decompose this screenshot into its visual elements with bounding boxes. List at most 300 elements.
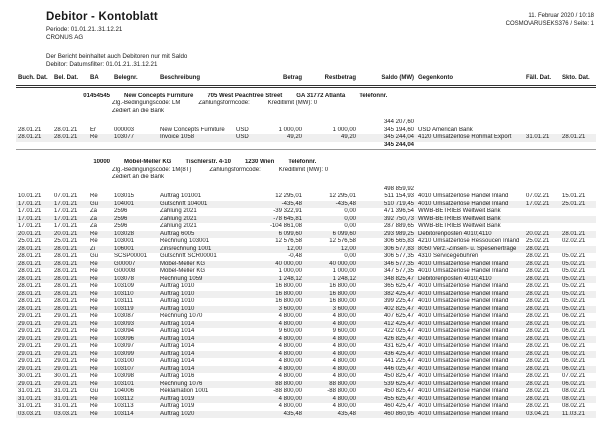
cell-buch-dat: 31.01.21 <box>16 396 52 404</box>
cell-belegnr <box>112 142 158 150</box>
cell-ba: Gu <box>90 388 99 394</box>
cell-ba: Re <box>90 238 98 244</box>
print-datetime: 11. Februar 2020 / 10:18 <box>528 13 594 19</box>
cell-beschreibung <box>158 186 234 194</box>
cell-beschreibung: Zahlung 2021 <box>158 216 234 224</box>
cell-skto-dat: 28.01.21 <box>560 231 596 239</box>
cell-buch-dat: 28.01.21 <box>18 253 42 259</box>
cell-saldo: 402 825,47 <box>358 306 416 314</box>
cell-saldo: 345 244,04 <box>358 134 416 142</box>
cell-betrag: 4 800,00 <box>278 343 302 349</box>
ledger-row <box>16 208 596 216</box>
cell-buch-dat: 17.01.21 <box>16 201 52 209</box>
cell-beschreibung: Reklamation 1001 <box>160 388 209 394</box>
cell-ba: Re <box>88 366 112 374</box>
cell-skto-dat: 06.02.21 <box>562 358 586 364</box>
cell-faell-dat: 28.02.21 <box>524 291 560 299</box>
cell-betrag: -78 645,81 <box>256 216 304 224</box>
cell-restbetrag: 12 576,58 <box>329 238 356 244</box>
cell-saldo: 511 154,93 <box>384 193 414 199</box>
cell-gegenkonto: 4010 Umsatzerlöse Handel Inland <box>418 373 509 379</box>
opening-balance: 498 859,92 <box>383 185 414 192</box>
cell-ba: Re <box>88 134 112 142</box>
cell-skto-dat: 08.02.21 <box>562 403 586 409</box>
cell-gegenkonto <box>416 119 524 127</box>
cell-belegnr: 103094 <box>114 328 135 334</box>
cell-skto-dat: 05.02.21 <box>562 283 586 289</box>
cell-faell-dat: 07.02.21 <box>526 193 550 199</box>
customer-header-cell <box>16 93 596 101</box>
cell-skto-dat: 06.02.21 <box>562 313 586 319</box>
cell-bel-dat: 28.01.21 <box>54 283 78 289</box>
cell-ba: Re <box>88 291 112 299</box>
cell-restbetrag <box>304 186 358 194</box>
cell-restbetrag: 3 600,00 <box>304 306 358 314</box>
cell-faell-dat: 28.02.21 <box>526 328 550 334</box>
cell-currency <box>234 343 256 351</box>
cell-betrag: 40 000,00 <box>256 261 304 269</box>
cell-betrag: -104 861,08 <box>269 223 302 229</box>
cell-saldo: 422 025,47 <box>383 328 414 334</box>
cell-belegnr: 104006 <box>114 388 135 394</box>
ledger-row <box>16 336 596 344</box>
cell-belegnr: 103101 <box>112 381 158 389</box>
cell-beschreibung: Auftrag 1016 <box>160 373 195 379</box>
cell-saldo: 306 577,83 <box>358 246 416 254</box>
cell-skto-dat <box>560 127 596 135</box>
cell-restbetrag: 4 800,00 <box>304 366 358 374</box>
cell-skto-dat: 06.02.21 <box>560 336 596 344</box>
cell-restbetrag: 0,00 <box>344 223 356 229</box>
cell-gegenkonto: 4010 Umsatzerlöse Handel Inland <box>416 261 524 269</box>
cell-saldo: 399 225,47 <box>383 298 414 304</box>
cell-gegenkonto: 4010 Umsatzerlöse Handel Inland <box>418 388 509 394</box>
customer-phone-label: Telefonnr. <box>359 92 388 99</box>
cell-beschreibung: Rechnung 103001 <box>160 238 210 244</box>
cell-bel-dat: 20.01.21 <box>52 231 88 239</box>
cell-beschreibung: Zahlung 2021 <box>160 223 197 229</box>
cell-saldo: 345 194,60 <box>383 126 414 133</box>
credit-limit: Kreditlimit (MW): 0 <box>267 100 318 106</box>
cell-skto-dat: 06.02.21 <box>562 343 586 349</box>
cell-saldo: 293 989,25 <box>358 231 416 239</box>
ledger-row <box>16 283 596 291</box>
cell-faell-dat: 28.02.21 <box>524 381 560 389</box>
cell-saldo: 365 625,47 <box>383 283 414 289</box>
cell-faell-dat <box>524 216 560 224</box>
ledger-row <box>16 381 596 389</box>
cell-buch-dat <box>16 186 52 194</box>
cell-belegnr: 000003 <box>114 126 135 133</box>
cell-ba: Re <box>88 276 112 284</box>
cell-buch-dat: 10.01.21 <box>18 193 42 199</box>
cell-betrag: 4 800,00 <box>278 358 302 364</box>
customer-terms-row <box>16 100 596 108</box>
cell-faell-dat: 28.02.21 <box>526 343 550 349</box>
cell-betrag: 4 800,00 <box>256 351 304 359</box>
cell-belegnr: 103096 <box>112 336 158 344</box>
cell-betrag: 4 800,00 <box>256 321 304 329</box>
cell-faell-dat <box>524 208 560 216</box>
cell-restbetrag: 12 295,01 <box>329 193 356 199</box>
cell-belegnr <box>112 186 158 194</box>
cell-restbetrag: 4 800,00 <box>332 358 356 364</box>
cell-saldo: 407 625,47 <box>383 313 414 319</box>
cell-saldo: 306 577,35 <box>383 253 414 259</box>
cell-bel-dat: 17.01.21 <box>52 201 88 209</box>
cell-gegenkonto: 4010 Umsatzerlöse Handel Inland <box>416 321 524 329</box>
customer-no: 10000 <box>93 159 110 165</box>
cell-betrag: 12 576,58 <box>275 238 302 244</box>
cell-beschreibung: Auftrag 1014 <box>158 366 234 374</box>
column-header-ba: BA <box>88 74 112 86</box>
cell-beschreibung: Auftrag 1020 <box>158 411 234 419</box>
cell-buch-dat: 28.01.21 <box>16 276 52 284</box>
cell-buch-dat: 28.01.21 <box>18 268 42 274</box>
cell-faell-dat: 28.02.21 <box>524 396 560 404</box>
company-name: CRONUS AG <box>46 34 84 41</box>
cell-beschreibung: Möbel-Meller KG <box>160 268 206 274</box>
cell-skto-dat: 06.02.21 <box>560 351 596 359</box>
cell-beschreibung: Auftrag 1014 <box>158 321 234 329</box>
cell-betrag: 1 000,00 <box>278 126 302 133</box>
cell-saldo: 287 889,65 <box>383 223 414 229</box>
cell-skto-dat: 05.02.21 <box>560 276 596 284</box>
cell-skto-dat: 28.01.21 <box>560 134 596 142</box>
cell-restbetrag: 4 800,00 <box>332 313 356 319</box>
cell-restbetrag: 16 800,00 <box>329 283 356 289</box>
customer-terms-cell <box>16 167 596 175</box>
cell-betrag: 16 800,00 <box>256 291 304 299</box>
cell-restbetrag: 88 800,00 <box>304 381 358 389</box>
ledger-row <box>16 306 596 314</box>
cell-gegenkonto: 4010 Umsatzerlöse Handel Inland <box>416 366 524 374</box>
ledger-row <box>16 216 596 224</box>
cell-betrag: 4 800,00 <box>278 373 302 379</box>
cell-currency <box>234 193 256 201</box>
customer-address: Tischlerstr. 4-10 <box>185 159 231 165</box>
cell-restbetrag: -435,48 <box>304 201 358 209</box>
cell-restbetrag: 1 000,00 <box>332 126 356 133</box>
cell-skto-dat <box>560 246 596 254</box>
cell-buch-dat: 28.01.21 <box>18 298 42 304</box>
cell-belegnr: 103093 <box>112 321 158 329</box>
cell-gegenkonto: 4010 Umsatzerlöse Handel Inland <box>418 403 509 409</box>
cell-ba: Gu <box>88 201 112 209</box>
cell-skto-dat: 05.02.21 <box>560 291 596 299</box>
ledger-row <box>16 403 596 411</box>
column-header-buch-dat: Buch. Dat. <box>16 74 52 86</box>
cell-restbetrag: 4 800,00 <box>332 373 356 379</box>
cell-beschreibung: Auftrag 1014 <box>160 343 195 349</box>
cell-bel-dat: 17.01.21 <box>52 216 88 224</box>
cell-faell-dat: 28.02.21 <box>524 276 560 284</box>
cell-skto-dat: 06.02.21 <box>560 321 596 329</box>
cell-currency <box>234 238 256 246</box>
cell-saldo: 412 425,47 <box>358 321 416 329</box>
cell-beschreibung: Auftrag 1010 <box>158 306 234 314</box>
cell-bel-dat <box>52 186 88 194</box>
cell-faell-dat: 20.02.21 <box>524 231 560 239</box>
cell-beschreibung: Auftrag 1010 <box>158 291 234 299</box>
cell-gegenkonto: USD American Bank <box>418 126 473 133</box>
cell-currency <box>234 403 256 411</box>
cell-buch-dat: 28.01.21 <box>18 283 42 289</box>
cession-note: Zediert an die Bank <box>112 174 165 180</box>
cell-restbetrag: 9 600,00 <box>332 328 356 334</box>
cell-currency <box>234 351 256 359</box>
cell-restbetrag: 435,48 <box>304 411 358 419</box>
cell-gegenkonto: 4010 Umsatzerlöse Handel Inland <box>418 268 509 274</box>
cell-skto-dat: 02.02.21 <box>562 238 586 244</box>
cell-buch-dat: 28.01.21 <box>16 134 52 142</box>
cell-belegnr: 103100 <box>114 358 135 364</box>
cell-restbetrag: -88 800,00 <box>327 388 356 394</box>
ledger-row <box>16 343 596 351</box>
cell-currency <box>234 298 256 306</box>
column-header-beschreibung: Beschreibung <box>158 74 234 86</box>
cell-bel-dat <box>52 119 88 127</box>
cell-buch-dat: 29.01.21 <box>18 328 42 334</box>
cell-buch-dat: 29.01.21 <box>18 343 42 349</box>
cell-ba: Re <box>90 373 98 379</box>
cell-bel-dat: 31.01.21 <box>54 403 78 409</box>
column-header-skto-dat: Skto. Dat. <box>560 74 596 86</box>
cell-ba: Re <box>90 298 98 304</box>
column-header-gegenkonto: Gegenkonto <box>416 74 524 86</box>
cell-restbetrag: 4 800,00 <box>304 336 358 344</box>
cell-ba: Er <box>90 126 96 133</box>
cell-betrag: 1 000,00 <box>278 268 302 274</box>
cell-currency <box>234 373 256 381</box>
cell-restbetrag: 16 800,00 <box>329 298 356 304</box>
cell-belegnr <box>112 119 158 127</box>
cell-ba: Re <box>88 411 112 419</box>
cell-buch-dat: 29.01.21 <box>18 313 42 319</box>
ledger-row <box>16 313 596 321</box>
cell-betrag: 88 800,00 <box>256 381 304 389</box>
cell-beschreibung: Auftrag 1010 <box>160 298 195 304</box>
cell-ba: Za <box>90 208 98 214</box>
ledger-row <box>16 328 596 336</box>
cell-currency <box>234 306 256 314</box>
cell-faell-dat <box>524 119 560 127</box>
ledger-row <box>16 291 596 299</box>
cell-buch-dat: 29.01.21 <box>16 321 52 329</box>
ledger-row <box>16 261 596 269</box>
cell-faell-dat: 28.02.21 <box>524 246 560 254</box>
cell-saldo: 450 825,47 <box>383 373 414 379</box>
cell-saldo: 431 625,47 <box>383 343 414 349</box>
cell-faell-dat <box>524 142 560 150</box>
cell-gegenkonto: Debitorenposten 4010;4110 <box>416 276 524 284</box>
cell-currency <box>234 336 256 344</box>
cell-faell-dat: 28.02.21 <box>526 403 550 409</box>
cell-beschreibung: Gutschrift 104001 <box>158 201 234 209</box>
cell-beschreibung: Möbel-Meller KG <box>158 261 234 269</box>
cell-faell-dat: 03.04.21 <box>524 411 560 419</box>
cell-skto-dat: 05.02.21 <box>560 261 596 269</box>
cell-betrag: -0,48 <box>288 253 302 259</box>
cell-buch-dat: 28.01.21 <box>16 261 52 269</box>
cell-faell-dat: 28.02.21 <box>524 306 560 314</box>
cell-gegenkonto: 4010 Umsatzerlöse Handel Inland <box>416 306 524 314</box>
payment-method-code: Zahlungsformcode: <box>198 100 250 106</box>
cell-currency <box>234 246 256 254</box>
cell-skto-dat: 05.02.21 <box>560 306 596 314</box>
cell-betrag: 1 248,12 <box>256 276 304 284</box>
cell-skto-dat: 06.02.21 <box>560 366 596 374</box>
cell-currency <box>234 321 256 329</box>
cell-belegnr: 103111 <box>114 298 134 304</box>
cell-ba: Re <box>88 336 112 344</box>
cell-ba: Re <box>90 268 98 274</box>
cell-faell-dat: 25.02.21 <box>526 238 550 244</box>
cell-restbetrag: 0,00 <box>344 253 356 259</box>
cell-currency <box>234 223 256 231</box>
column-header-bel-dat: Bel. Dat. <box>52 74 88 86</box>
cell-saldo: 539 625,47 <box>358 381 416 389</box>
cell-ba: Re <box>90 283 98 289</box>
ledger-row <box>16 268 596 276</box>
cell-betrag: 9 600,00 <box>278 328 302 334</box>
cell-betrag: 435,48 <box>256 411 304 419</box>
table-header-row <box>16 74 596 86</box>
cell-ba: Re <box>88 306 112 314</box>
cell-bel-dat: 29.01.21 <box>54 358 78 364</box>
cell-restbetrag: 0,00 <box>304 216 358 224</box>
customer-phone-label: Telefonnr. <box>288 159 317 165</box>
cell-saldo: 460 425,47 <box>383 403 414 409</box>
cell-saldo: 460 860,95 <box>358 411 416 419</box>
ledger-row <box>16 201 596 209</box>
cell-belegnr: 2596 <box>114 208 128 214</box>
cell-buch-dat: 17.01.21 <box>18 208 42 214</box>
column-header-currency <box>234 74 256 86</box>
ledger-table <box>16 74 596 418</box>
cell-saldo: 347 577,35 <box>383 268 414 274</box>
cell-bel-dat: 29.01.21 <box>54 328 78 334</box>
cell-bel-dat: 29.01.21 <box>52 381 88 389</box>
period-label: Periode: 01.01.21..31.12.21 <box>46 26 123 33</box>
cell-saldo: 348 825,47 <box>358 276 416 284</box>
print-host-page: COSMO\ARUSEKS376 / Seite: 1 <box>505 21 594 27</box>
cell-saldo: 426 825,47 <box>358 336 416 344</box>
cell-beschreibung: Auftrag 1019 <box>160 403 195 409</box>
cell-faell-dat: 28.02.21 <box>526 358 550 364</box>
cell-beschreibung: Gutschrift SCR00001 <box>160 253 217 259</box>
cell-ba: Re <box>90 403 98 409</box>
cell-betrag: 4 800,00 <box>256 336 304 344</box>
cell-gegenkonto: 4010 Umsatzerlöse Handel Inland <box>418 193 509 199</box>
cell-belegnr: 103097 <box>114 343 135 349</box>
cell-buch-dat: 28.01.21 <box>16 291 52 299</box>
cell-faell-dat: 28.02.21 <box>524 261 560 269</box>
cell-belegnr: 2596 <box>114 223 128 229</box>
cell-gegenkonto: 4010 Umsatzerlöse Handel Inland <box>418 298 509 304</box>
cell-restbetrag: 12,00 <box>304 246 358 254</box>
ledger-row <box>16 411 596 419</box>
cell-betrag: 4 800,00 <box>278 313 302 319</box>
cell-gegenkonto: 4010 Umsatzerlöse Handel Inland <box>416 381 524 389</box>
cell-saldo: 510 719,45 <box>358 201 416 209</box>
cell-currency: USD <box>236 126 249 133</box>
cell-belegnr: SCSP00001 <box>114 253 148 259</box>
cell-belegnr: 103098 <box>114 373 135 379</box>
cell-buch-dat: 31.01.21 <box>18 388 42 394</box>
customer-cession-cell <box>16 174 596 182</box>
payment-terms-code: Zlg.-Bedingungscode: LM <box>112 100 181 106</box>
cell-faell-dat <box>524 223 560 231</box>
cell-ba: Re <box>90 343 98 349</box>
cell-bel-dat: 07.01.21 <box>54 193 78 199</box>
cell-betrag: 16 800,00 <box>275 298 302 304</box>
ledger-row <box>16 276 596 284</box>
cell-bel-dat: 29.01.21 <box>54 313 78 319</box>
cell-belegnr: 103015 <box>114 193 135 199</box>
customer-city: 1230 Wien <box>244 159 275 165</box>
cell-ba <box>88 186 112 194</box>
cell-restbetrag: 40 000,00 <box>304 261 358 269</box>
cell-bel-dat: 28.01.21 <box>52 276 88 284</box>
cell-bel-dat: 28.01.21 <box>54 126 78 133</box>
cell-betrag: 4 800,00 <box>278 403 302 409</box>
ledger-row <box>16 246 596 254</box>
customer-city: GA 31772 Atlanta <box>296 92 346 99</box>
payment-terms-code: Zlg.-Bedingungscode: 1M(8T) <box>112 166 192 173</box>
cell-bel-dat: 28.01.21 <box>52 134 88 142</box>
cell-restbetrag: 6 099,60 <box>304 231 358 239</box>
cell-restbetrag: 1 248,12 <box>304 276 358 284</box>
cell-bel-dat: 28.01.21 <box>52 306 88 314</box>
cell-restbetrag: 4 800,00 <box>332 343 356 349</box>
cell-restbetrag <box>304 119 358 127</box>
cell-faell-dat: 28.02.21 <box>526 283 550 289</box>
ledger-row <box>16 193 596 201</box>
cell-restbetrag: 16 800,00 <box>304 291 358 299</box>
cell-skto-dat: 07.02.21 <box>562 373 586 379</box>
cell-bel-dat: 28.01.21 <box>52 291 88 299</box>
cell-currency <box>234 268 256 276</box>
cell-skto-dat <box>560 223 596 231</box>
cell-saldo: 382 425,47 <box>358 291 416 299</box>
cell-ba: Re <box>88 396 112 404</box>
ledger-row <box>16 388 596 396</box>
opening-balance-row <box>16 119 596 127</box>
cell-saldo: 446 025,47 <box>358 366 416 374</box>
cell-faell-dat: 28.02.21 <box>526 373 550 379</box>
cell-skto-dat: 25.01.21 <box>560 201 596 209</box>
cell-buch-dat: 25.01.21 <box>18 238 42 244</box>
payment-method-code: Zahlungsformcode: <box>209 166 261 173</box>
cell-saldo: 346 577,35 <box>358 261 416 269</box>
cell-skto-dat <box>560 186 596 194</box>
cell-betrag: 4 800,00 <box>256 396 304 404</box>
cell-betrag: 12 295,01 <box>275 193 302 199</box>
column-header-saldo: Saldo (MW) <box>358 74 416 86</box>
cell-bel-dat: 28.01.21 <box>52 261 88 269</box>
ledger-row <box>16 253 596 261</box>
cell-buch-dat <box>16 119 52 127</box>
cell-faell-dat: 28.02.21 <box>526 313 550 319</box>
column-header-restbetrag: Restbetrag <box>304 74 358 86</box>
cell-ba: Re <box>90 193 98 199</box>
cell-bel-dat: 28.01.21 <box>54 253 78 259</box>
cell-buch-dat: 17.01.21 <box>18 223 42 229</box>
cell-buch-dat: 29.01.21 <box>16 351 52 359</box>
cell-betrag: 16 800,00 <box>275 283 302 289</box>
cell-currency <box>234 216 256 224</box>
